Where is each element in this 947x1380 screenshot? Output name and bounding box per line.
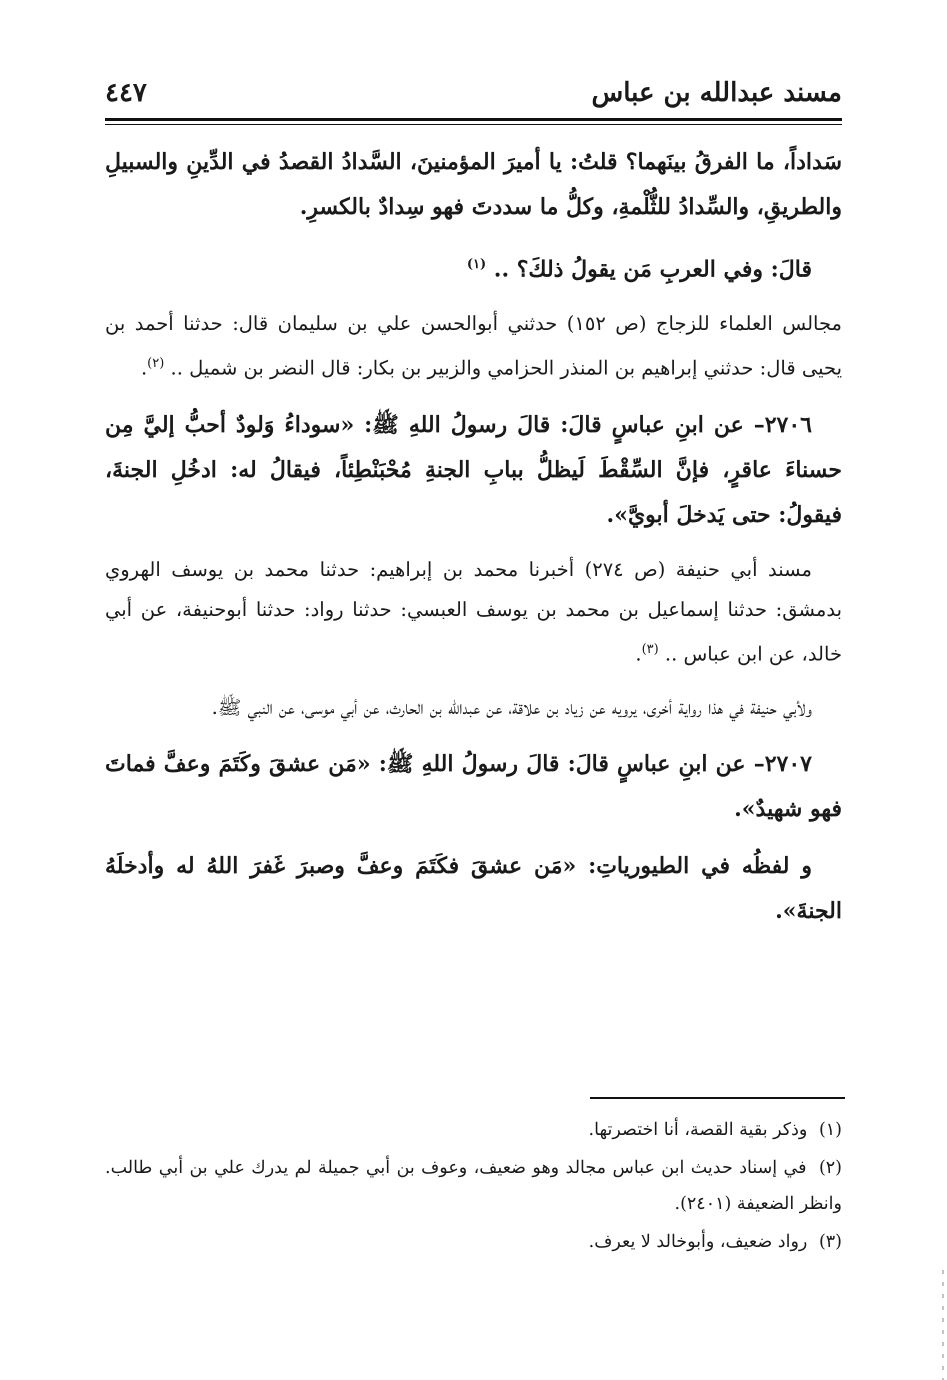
continuation-paragraph bbox=[105, 140, 842, 230]
paragraph-text: قالَ: وفي العربِ مَن يقولُ ذلكَ؟ .. bbox=[493, 256, 812, 283]
main-text bbox=[105, 140, 842, 946]
page-number: ٤٤٧ bbox=[105, 78, 147, 108]
footnote-3 bbox=[105, 1224, 842, 1260]
hadith-2706 bbox=[105, 403, 842, 538]
footnote-1 bbox=[105, 1112, 842, 1148]
header-rule-thick bbox=[105, 118, 842, 121]
footnote-text: رواد ضعيف، وأبوخالد لا يعرف. bbox=[588, 1232, 808, 1252]
paragraph-text: سَداداً، ما الفرقُ بينَهما؟ قلتُ: يا أميرَ المؤمنينَ، السَّدادُ القصدُ في الدِّينِ والسبيلِ والطريقِ، والسِّدادُ للثُّلْمةِ، وكلُّ ما سددتَ فهو سِدادٌ بالكسرِ. bbox=[105, 149, 842, 220]
footnote-rule bbox=[590, 1097, 845, 1099]
source-paragraph: مجالس العلماء للزجاج (ص ١٥٢) حدثني أبوالحسن علي بن سليمان قال: حدثنا أحمد بن يحيى قال: حدثني إبراهيم بن المنذر الحزامي والزبير بن بكار: قال النضر بن شميل .. $^{(٢)}$. bbox=[105, 312, 842, 380]
footnote-mark: (١) bbox=[818, 1120, 842, 1140]
hadith-number: ٢٧٠٧– bbox=[753, 751, 812, 778]
paragraph-text: و لفظُه في الطيورياتِ: «مَن عشقَ فكَتَمَ وعفَّ وصبرَ غَفرَ اللهُ له وأدخلَهُ الجنةَ». bbox=[105, 853, 842, 925]
running-header bbox=[105, 78, 842, 114]
hadith-2707 bbox=[105, 742, 842, 832]
footnote-text: في إسناد حديث ابن عباس مجالد وهو ضعيف، وعوف بن أبي جميلة لم يدرك علي بن أبي طالب. وانظر الضعيفة (٢٤٠١). bbox=[105, 1158, 842, 1214]
source-paragraph: مسند أبي حنيفة (ص ٢٧٤) أخبرنا محمد بن إبراهيم: حدثنا محمد بن يوسف الهروي بدمشق: حدثنا إسماعيل بن محمد بن يوسف العبسي: حدثنا رواد: حدثنا أبوحنيفة، عن أبي خالد، عن ابن عباس .. $^{(٣)}$. bbox=[105, 557, 842, 666]
header-rule-thin bbox=[105, 124, 842, 125]
paragraph-text: مجالس العلماء للزجاج (ص ١٥٢) حدثني أبوالحسن علي بن سليمان قال: حدثنا أحمد بن يحيى قال: حدثني إبراهيم بن المنذر الحزامي والزبير بن بكار: قال النضر بن شميل .. bbox=[105, 312, 842, 380]
variant-paragraph bbox=[105, 844, 842, 934]
paragraph-text: مسند أبي حنيفة (ص ٢٧٤) أخبرنا محمد بن إبراهيم: حدثنا محمد بن يوسف الهروي بدمشق: حدثنا إسماعيل بن محمد بن يوسف العبسي: حدثنا رواد: حدثنا أبوحنيفة، عن أبي خالد، عن ابن عباس .. bbox=[105, 557, 842, 666]
hadith-number: ٢٧٠٦– bbox=[753, 411, 812, 438]
footnote-ref: (٣) bbox=[641, 641, 659, 657]
running-title: مسند عبدالله بن عباس bbox=[591, 78, 842, 108]
footnote-text: وذكر بقية القصة، أنا اختصرتها. bbox=[588, 1120, 808, 1140]
paragraph-text: ولأبي حنيفة في هذا رواية أخرى، يرويه عن زياد بن علاقة، عن عبدالله بن الحارث، عن أبي موسى، عن النبي ﷺ. bbox=[211, 696, 812, 720]
footnote-2 bbox=[105, 1150, 842, 1222]
footnote-ref: (٢) bbox=[147, 356, 165, 372]
footnote-ref: (١) bbox=[466, 257, 487, 272]
scan-edge-artifact bbox=[942, 1270, 944, 1380]
quote-paragraph bbox=[105, 242, 842, 292]
footnote-mark: (٢) bbox=[818, 1158, 842, 1178]
footnote-mark: (٣) bbox=[818, 1232, 842, 1252]
note-paragraph bbox=[105, 688, 842, 728]
hadith-text: عن ابنِ عباسٍ قالَ: قالَ رسولُ اللهِ ﷺ: «سوداءُ وَلودٌ أحبُّ إليَّ مِن حسناءَ عاقرٍ، فإنَّ السِّقْطَ لَيظلُّ ببابِ الجنةِ مُحْبَنْطِئاً، فيقالُ له: ادخُلِ الجنةَ، فيقولُ: حتى يَدخلَ أبويَّ». bbox=[105, 411, 842, 528]
hadith-text: عن ابنِ عباسٍ قالَ: قالَ رسولُ اللهِ ﷺ: «مَن عشقَ وكَتَمَ وعفَّ فماتَ فهو شهيدٌ». bbox=[105, 751, 842, 823]
footnotes bbox=[105, 1112, 842, 1262]
